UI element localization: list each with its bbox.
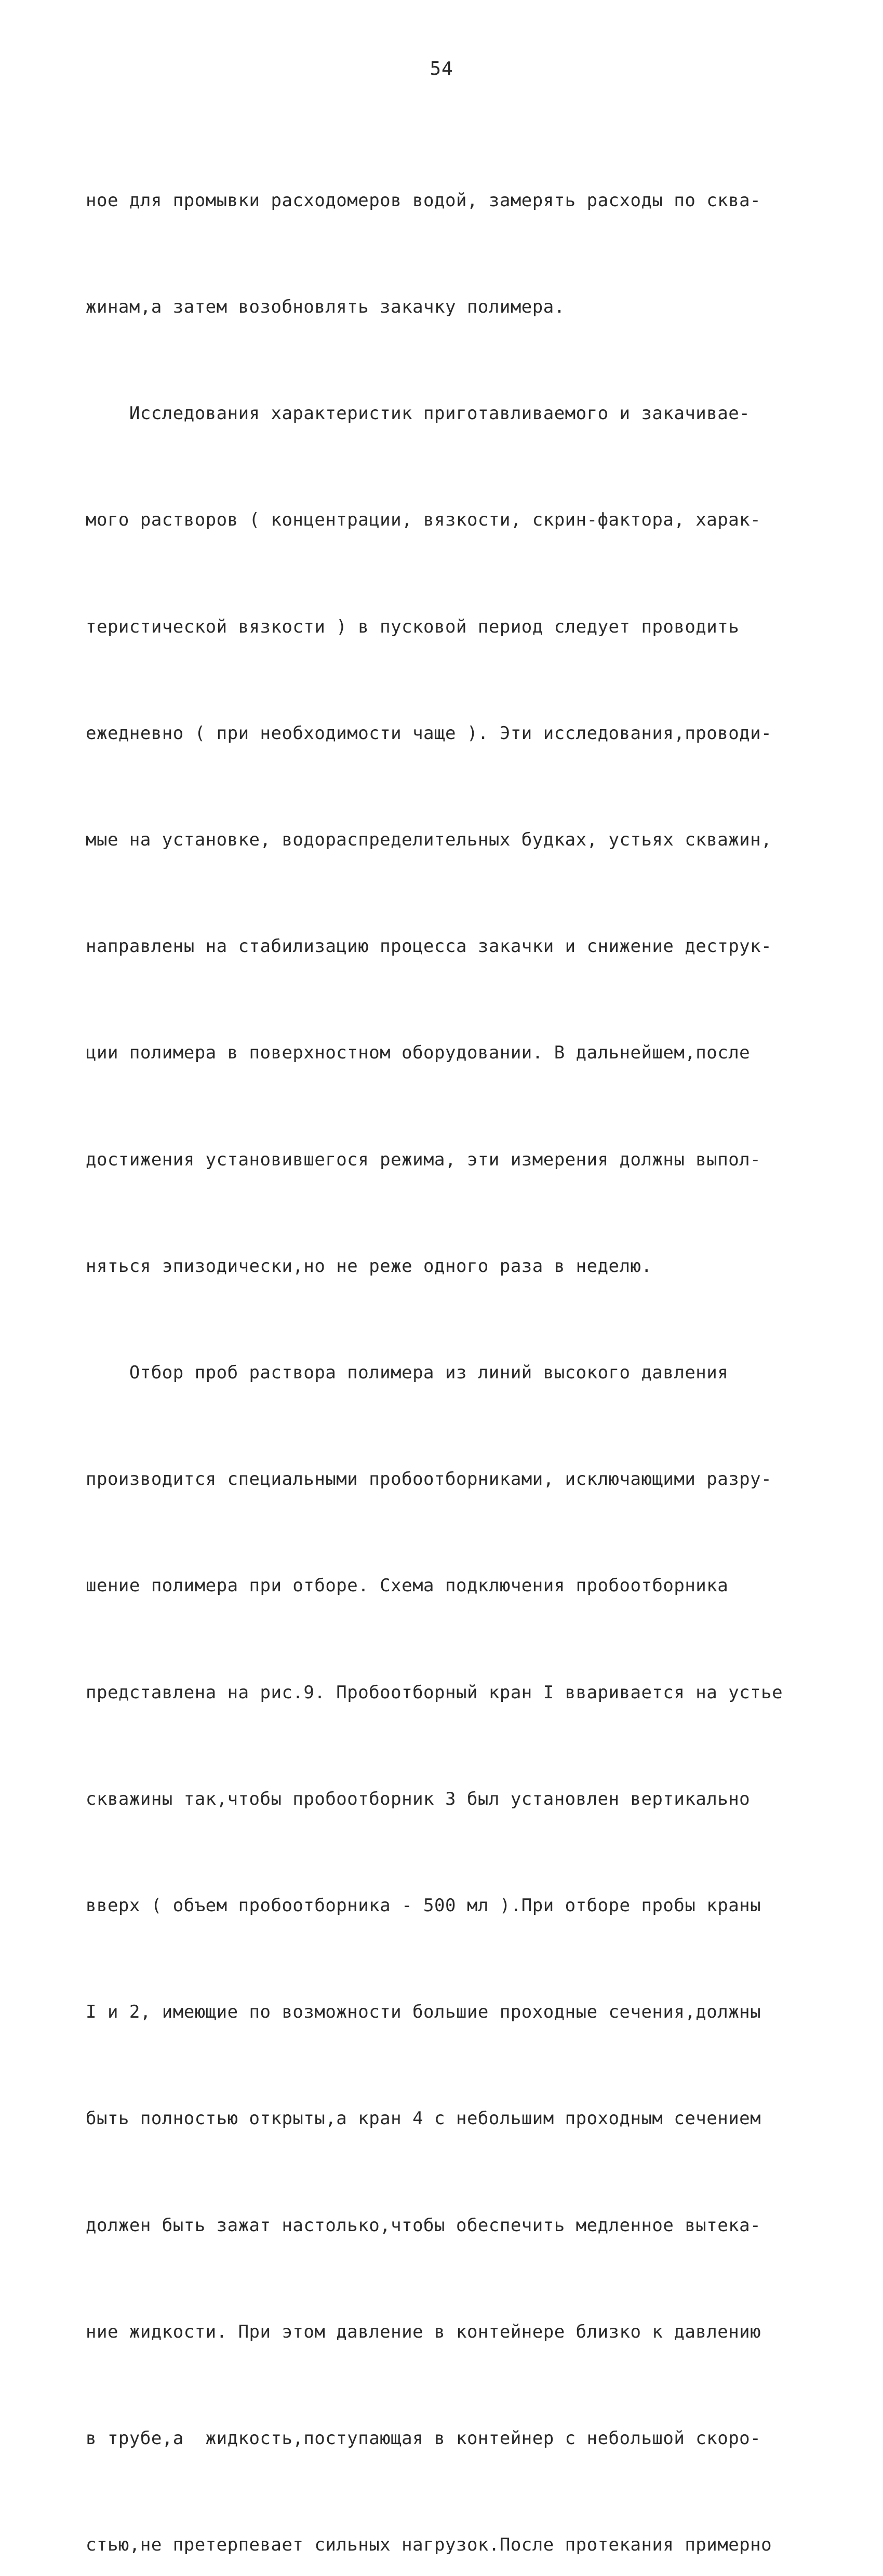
text-line: мого растворов ( концентрации, вязкости, скрин-фактора, харак- bbox=[86, 509, 761, 531]
text-line: должен быть зажат настолько,чтобы обеспечить медленное вытека- bbox=[86, 2215, 761, 2236]
page-number: 54 bbox=[430, 58, 453, 79]
text-line: производится специальными пробоотборниками, исключающими разру- bbox=[86, 1469, 772, 1490]
text-line: стью,не претерпевает сильных нагрузок.После протекания примерно bbox=[86, 2534, 772, 2556]
text-line: жинам,а затем возобновлять закачку полимера. bbox=[86, 297, 565, 318]
body-text bbox=[86, 112, 808, 2576]
text-line: ции полимера в поверхностном оборудовании. В дальнейшем,после bbox=[86, 1042, 751, 1064]
text-line: ние жидкости. При этом давление в контейнере близко к давлению bbox=[86, 2321, 761, 2342]
text-line: представлена на рис.9. Пробоотборный кран I вваривается на устье bbox=[86, 1682, 783, 1703]
text-line: Исследования характеристик приготавливаемого и закачивае- bbox=[86, 403, 751, 424]
text-line: I и 2, имеющие по возможности большие проходные сечения,должны bbox=[86, 2002, 761, 2023]
text-line: ное для промывки расходомеров водой, замерять расходы по сква- bbox=[86, 190, 761, 211]
text-line: шение полимера при отборе. Схема подключения пробоотборника bbox=[86, 1575, 729, 1596]
text-line: няться эпизодически,но не реже одного раза в неделю. bbox=[86, 1255, 652, 1277]
text-line: теристической вязкости ) в пусковой период следует проводить bbox=[86, 616, 740, 637]
text-line: в трубе,а жидкость,поступающая в контейнер с небольшой скоро- bbox=[86, 2428, 761, 2449]
text-line: вверх ( объем пробоотборника - 500 мл ).При отборе пробы краны bbox=[86, 1895, 761, 1916]
text-line: быть полностью открыты,а кран 4 с небольшим проходным сечением bbox=[86, 2108, 761, 2129]
text-line: мые на установке, водораспределительных будках, устьях скважин, bbox=[86, 829, 772, 851]
text-line: скважины так,чтобы пробоотборник 3 был установлен вертикально bbox=[86, 1788, 751, 1809]
text-line: достижения установившегося режима, эти измерения должны выпол- bbox=[86, 1149, 761, 1170]
text-line: ежедневно ( при необходимости чаще ). Эти исследования,проводи- bbox=[86, 722, 772, 744]
text-line: направлены на стабилизацию процесса закачки и снижение деструк- bbox=[86, 936, 772, 957]
text-line: Отбор проб раствора полимера из линий высокого давления bbox=[86, 1362, 729, 1384]
